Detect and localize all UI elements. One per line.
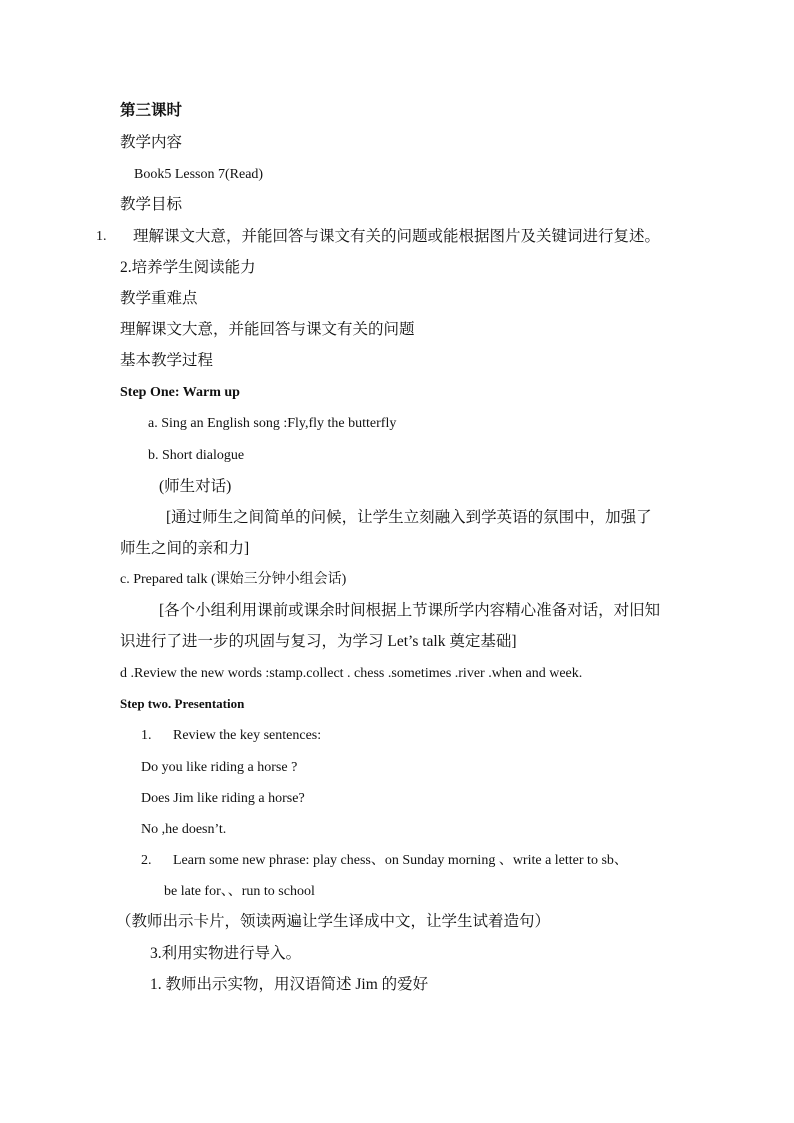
flashcard-activity-note: （教师出示卡片，领读两遍让学生译成中文，让学生试着造句） [116, 913, 551, 930]
key-difficulty-text: 理解课文大意，并能回答与课文有关的问题 [120, 321, 415, 338]
heading-teaching-process: 基本教学过程 [120, 352, 214, 369]
objective-1-text: 理解课文大意，并能回答与课文有关的问题或能根据图片及关键词进行复述。 [133, 228, 661, 245]
step-two-item-2-continuation: be late for、、run to school [164, 884, 315, 899]
heading-teaching-objectives: 教学目标 [120, 196, 183, 213]
step-one-item-d: d .Review the new words :stamp.collect . chess .sometimes .river .when and week. [120, 666, 583, 681]
heading-key-difficulties: 教学重难点 [120, 290, 198, 307]
dialogue-purpose-line-1: [通过师生之间简单的问候，让学生立刻融入到学英语的氛围中，加强了 [166, 509, 652, 526]
lesson-reference: Book5 Lesson 7(Read) [134, 167, 264, 182]
step-two-item-3: 3.利用实物进行导入。 [150, 945, 302, 962]
step-two-item-1-number: 1. [141, 728, 152, 743]
teacher-student-dialogue-note: (师生对话) [159, 478, 232, 495]
step-two-item-1-text: Review the key sentences: [173, 728, 322, 743]
realia-activity-item: 1. 教师出示实物，用汉语简述 Jim 的爱好 [150, 976, 429, 993]
objective-1-number: 1. [96, 229, 107, 244]
step-one-item-b: b. Short dialogue [148, 448, 245, 463]
lesson-title: 第三课时 [120, 102, 183, 119]
prepared-talk-note-line-2: 识进行了进一步的巩固与复习，为学习 Let’s talk 奠定基础] [120, 633, 517, 650]
key-sentence-2: Does Jim like riding a horse? [141, 791, 305, 806]
step-one-heading: Step One: Warm up [120, 385, 240, 400]
key-sentence-3: No ,he doesn’t. [141, 822, 227, 837]
step-two-item-2-text: Learn some new phrase: play chess、on Sunday morning 、write a letter to sb、 [173, 853, 628, 868]
dialogue-purpose-line-2: 师生之间的亲和力] [120, 540, 250, 557]
step-one-item-c: c. Prepared talk (课始三分钟小组会话) [120, 572, 347, 587]
objective-2: 2.培养学生阅读能力 [120, 259, 256, 276]
key-sentence-1: Do you like riding a horse ? [141, 760, 298, 775]
step-one-item-a: a. Sing an English song :Fly,fly the butterfly [148, 416, 397, 431]
prepared-talk-note-line-1: [各个小组利用课前或课余时间根据上节课所学内容精心准备对话，对旧知 [159, 602, 661, 619]
step-two-item-2-number: 2. [141, 853, 152, 868]
step-two-heading: Step two. Presentation [120, 696, 245, 711]
heading-teaching-content: 教学内容 [120, 134, 183, 151]
